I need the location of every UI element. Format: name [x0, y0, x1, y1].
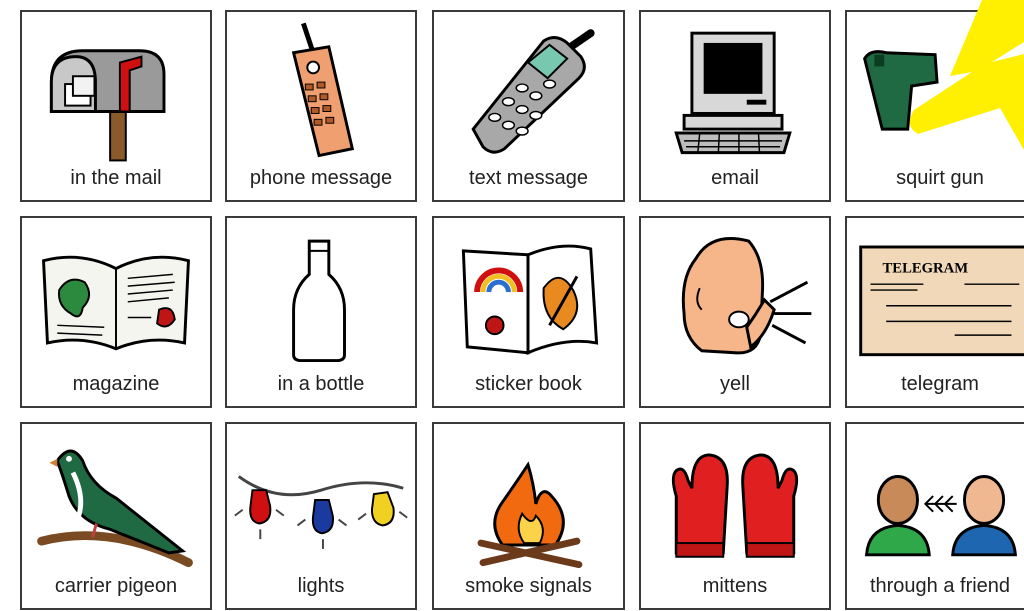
bottle-icon [227, 218, 415, 368]
two-people-whisper-icon [847, 424, 1024, 574]
card-mittens[interactable] [639, 422, 831, 610]
card-label: text message [469, 167, 588, 189]
card-yell[interactable] [639, 216, 831, 408]
card-label: mittens [702, 575, 768, 597]
yelling-face-icon [641, 218, 829, 368]
card-label: yell [719, 373, 750, 395]
card-through-a-friend[interactable] [845, 422, 1024, 610]
card-carrier-pigeon[interactable] [20, 422, 212, 610]
card-telegram[interactable] [845, 216, 1024, 408]
card-label: smoke signals [465, 575, 592, 597]
card-label: sticker book [475, 373, 582, 395]
card-magazine[interactable] [20, 216, 212, 408]
card-label: in the mail [70, 167, 162, 189]
mittens-icon [641, 424, 829, 574]
card-label: telegram [901, 373, 979, 395]
card-sticker-book[interactable] [432, 216, 625, 408]
card-phone-message[interactable] [225, 10, 417, 202]
pigeon-icon [22, 424, 210, 574]
card-label: magazine [72, 373, 160, 395]
computer-icon [641, 12, 829, 162]
sticker-book-icon [434, 218, 623, 368]
lightning-bolt-icon [880, 0, 1024, 150]
card-in-a-bottle[interactable] [225, 216, 417, 408]
card-label: through a friend [869, 575, 1011, 597]
card-smoke-signals[interactable] [432, 422, 625, 610]
card-in-the-mail[interactable] [20, 10, 212, 202]
telegram-header: TELEGRAM [882, 260, 969, 277]
card-label: squirt gun [896, 167, 984, 189]
card-label: carrier pigeon [54, 575, 178, 597]
card-label: in a bottle [277, 373, 365, 395]
card-lights[interactable] [225, 422, 417, 610]
telegram-icon [847, 218, 1024, 368]
magazine-icon [22, 218, 210, 368]
campfire-icon [434, 424, 623, 574]
card-text-message[interactable] [432, 10, 625, 202]
card-label: email [711, 167, 759, 189]
cordless-phone-icon [227, 12, 415, 162]
card-label: lights [297, 575, 345, 597]
string-lights-icon [227, 424, 415, 574]
card-email[interactable] [639, 10, 831, 202]
mailbox-icon [22, 12, 210, 162]
card-label: phone message [249, 167, 393, 189]
cell-phone-icon [434, 12, 623, 162]
